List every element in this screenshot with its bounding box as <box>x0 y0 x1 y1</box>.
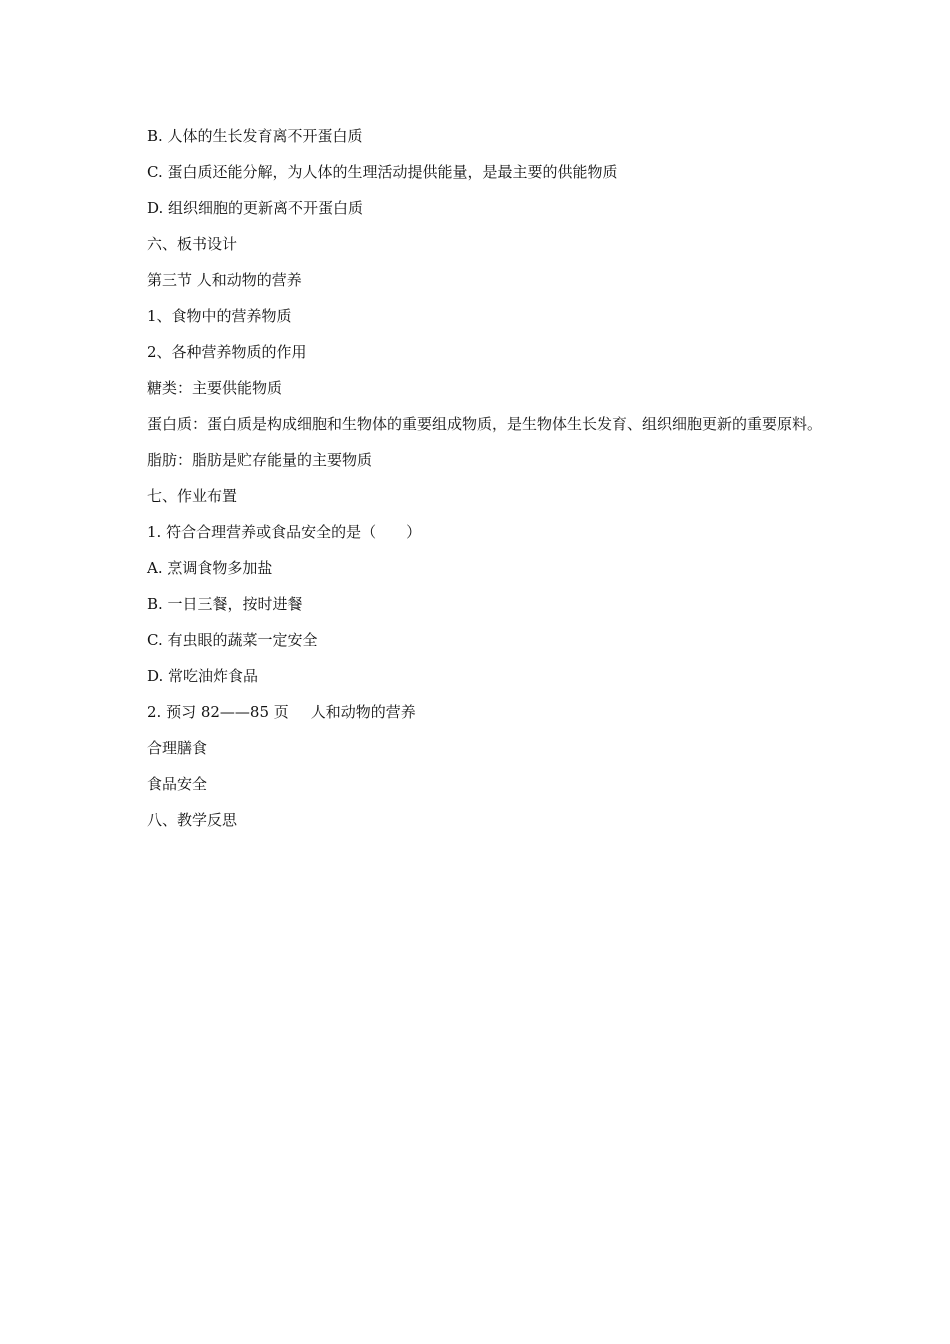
homework-option-a: A. 烹调食物多加盐 <box>147 559 273 577</box>
homework-topic-food-safety: 食品安全 <box>147 775 208 793</box>
section-heading-homework: 七、作业布置 <box>147 487 238 505</box>
homework-option-b: B. 一日三餐，按时进餐 <box>147 595 303 613</box>
board-protein-paragraph: 蛋白质：蛋白质是构成细胞和生物体的重要组成物质，是生物体生长发育、组织细胞更新的重要原料。 <box>147 415 823 433</box>
board-item-2: 2、各种营养物质的作用 <box>147 343 307 361</box>
homework-question-1: 1. 符合合理营养或食品安全的是（ ） <box>147 523 422 541</box>
document-body <box>115 118 835 838</box>
option-b-protein-growth: B. 人体的生长发育离不开蛋白质 <box>147 127 363 145</box>
board-fat: 脂肪：脂肪是贮存能量的主要物质 <box>147 451 373 469</box>
board-sugar: 糖类：主要供能物质 <box>147 379 283 397</box>
board-item-1: 1、食物中的营养物质 <box>147 307 292 325</box>
homework-option-d: D. 常吃油炸食品 <box>147 667 259 685</box>
homework-item-2 <box>115 694 835 730</box>
section-heading-reflection: 八、教学反思 <box>147 811 238 829</box>
homework-option-c: C. 有虫眼的蔬菜一定安全 <box>147 631 318 649</box>
homework-item-2-pages: 2. 预习 82——85 页 <box>147 703 289 721</box>
section-heading-board-design: 六、板书设计 <box>147 235 238 253</box>
homework-topic-diet: 合理膳食 <box>147 739 208 757</box>
homework-item-2-topic: 人和动物的营养 <box>310 703 416 721</box>
option-d-protein-renewal: D. 组织细胞的更新离不开蛋白质 <box>147 199 364 217</box>
option-c-protein-energy: C. 蛋白质还能分解，为人体的生理活动提供能量，是最主要的供能物质 <box>147 163 618 181</box>
board-title: 第三节 人和动物的营养 <box>147 271 302 289</box>
